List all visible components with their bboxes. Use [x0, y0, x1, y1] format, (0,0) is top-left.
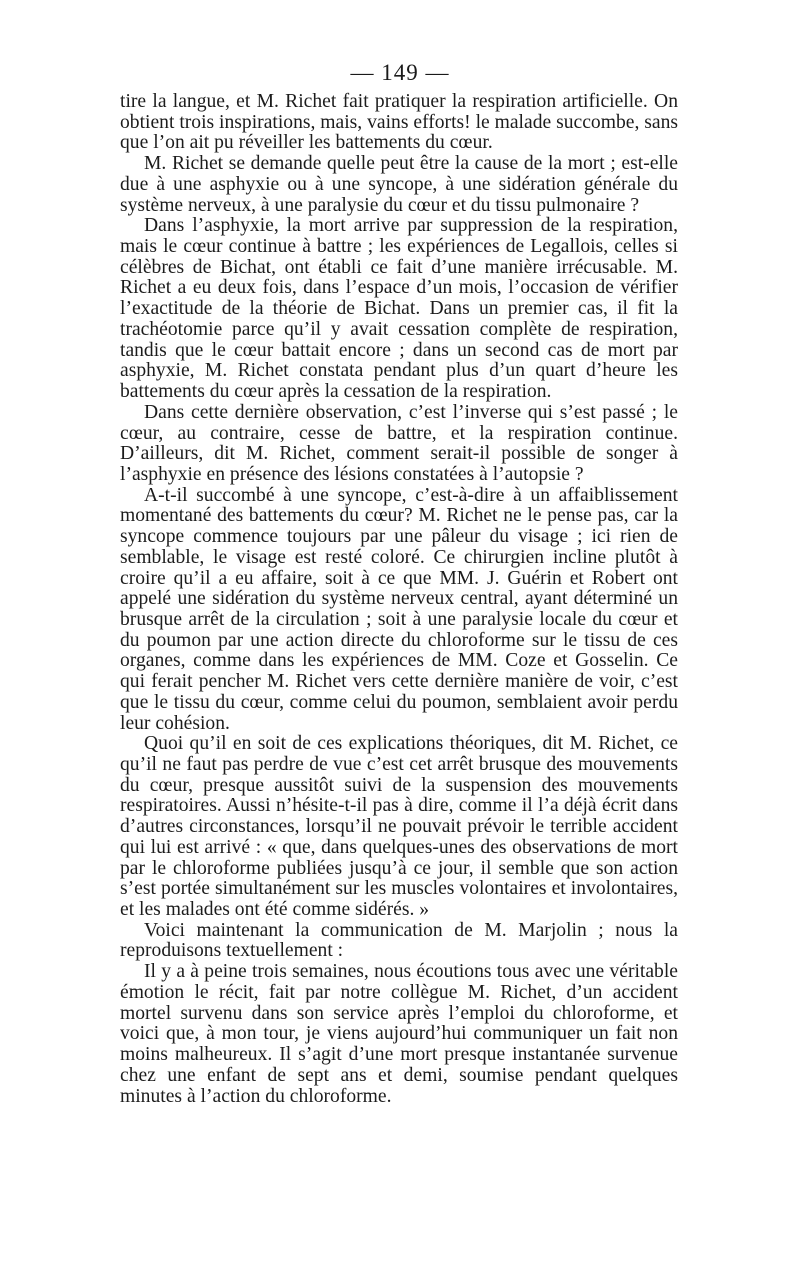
- paragraph-1: tire la langue, et M. Richet fait pratiquer la respiration artificielle. On obtient trois inspirations, mais, vains efforts! le malade succombe, sans que l’on ait pu réveiller les battements du cœur.: [120, 91, 678, 154]
- body-text: [120, 92, 678, 1107]
- paragraph-6: Quoi qu’il en soit de ces explications théoriques, dit M. Richet, ce qu’il ne faut pas perdre de vue c’est cet arrêt brusque des mouvements du cœur, presque aussitôt suivi de la suspension des mouvements respiratoires. Aussi n’hésite-t-il pas à dire, comme il l’a déjà écrit dans d’autres circonstances, lorsqu’il ne pouvait prévoir le terrible accident qui lui est arrivé : « que, dans quelques-unes des observations de mort par le chloroforme publiées jusqu’à ce jour, il semble que son action s’est portée simultanément sur les muscles volontaires et involontaires, et les malades ont été comme sidérés. »: [120, 733, 678, 921]
- paragraph-7: Voici maintenant la communication de M. Marjolin ; nous la reproduisons textuellement :: [120, 919, 678, 962]
- paragraph-8: Il y a à peine trois semaines, nous écoutions tous avec une véritable émotion le récit, fait par notre collègue M. Richet, d’un accident mortel survenu dans son service après l’emploi du chloroforme, et voici que, à mon tour, je viens aujourd’hui communiquer un fait non moins malheureux. Il s’agit d’une mort presque instantanée survenue chez une enfant de sept ans et demi, soumise pendant quelques minutes à l’action du chloroforme.: [120, 961, 678, 1107]
- paragraph-2: M. Richet se demande quelle peut être la cause de la mort ; est-elle due à une asphyxie ou à une syncope, à une sidération générale du système nerveux, à une paralysie du cœur et du tissu pulmonaire ?: [120, 153, 678, 216]
- page-number: — 149 —: [350, 60, 450, 85]
- paragraph-4: Dans cette dernière observation, c’est l’inverse qui s’est passé ; le cœur, au contraire, cesse de battre, et la respiration continue. D’ailleurs, dit M. Richet, comment serait-il possible de songer à l’asphyxie en présence des lésions constatées à l’autopsie ?: [120, 401, 678, 485]
- paragraph-5: A-t-il succombé à une syncope, c’est-à-dire à un affaiblissement momentané des battements du cœur? M. Richet ne le pense pas, car la syncope commence toujours par une pâleur du visage ; ici rien de semblable, le visage est resté coloré. Ce chirurgien incline plutôt à croire qu’il a eu affaire, soit à ce que MM. J. Guérin et Robert ont appelé une sidération du système nerveux central, ayant déterminé un brusque arrêt de la circulation ; soit à une paralysie locale du cœur et du poumon par une action directe du chloroforme sur le tissu de ces organes, comme dans les expériences de MM. Coze et Gosselin. Ce qui ferait pencher M. Richet vers cette dernière manière de voir, c’est que le tissu du cœur, comme celui du poumon, semblaient avoir perdu leur cohésion.: [120, 484, 678, 734]
- paragraph-3: Dans l’asphyxie, la mort arrive par suppression de la respiration, mais le cœur continue à battre ; les expériences de Legallois, celles si célèbres de Bichat, ont établi ce fait d’une manière irrécusable. M. Richet a eu deux fois, dans l’espace d’un mois, l’occasion de vérifier l’exactitude de la théorie de Bichat. Dans un premier cas, il fit la trachéotomie parce qu’il y avait cessation complète de respiration, tandis que le cœur battait encore ; dans un second cas de mort par asphyxie, M. Richet constata pendant plus d’un quart d’heure les battements du cœur après la cessation de la respiration.: [120, 215, 678, 403]
